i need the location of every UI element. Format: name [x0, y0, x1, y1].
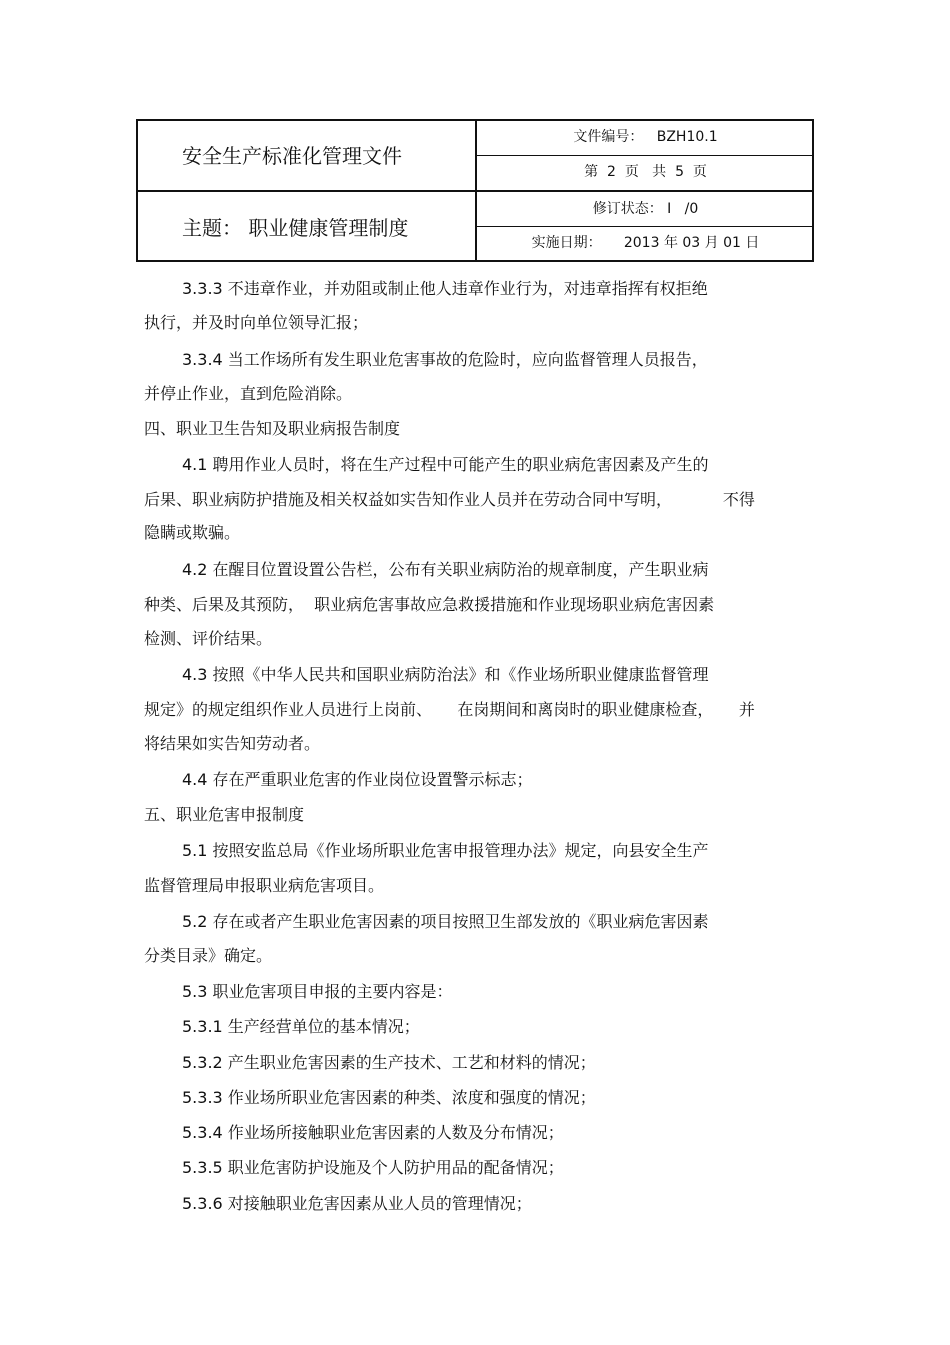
section-heading: 五、职业危害申报制度	[144, 805, 305, 824]
paragraph-line: 检测、评价结果。	[144, 629, 273, 648]
paragraph-line: 执行，并及时向单位领导汇报；	[144, 313, 369, 332]
paragraph-line: 规定》的规定组织作业人员进行上岗前、 在岗期间和离岗时的职业健康检查， 并	[144, 700, 755, 719]
paragraph-line: 分类目录》确定。	[144, 946, 273, 965]
paragraph-line: 5.1 按照安监总局《作业场所职业危害申报管理办法》规定，向县安全生产	[182, 841, 709, 860]
page-indicator: 第 2 页 共 5 页	[584, 164, 707, 180]
paragraph-line: 5.3 职业危害项目申报的主要内容是：	[182, 982, 453, 1001]
paragraph-line: 隐瞒或欺骗。	[144, 523, 241, 542]
table-divider-middle	[138, 190, 812, 192]
paragraph-line: 后果、职业病防护措施及相关权益如实告知作业人员并在劳动合同中写明， 不得	[144, 490, 755, 509]
revision-status: 修订状态： Ⅰ /0	[592, 201, 699, 217]
table-divider-right-top	[477, 155, 812, 156]
list-item: 5.3.2 产生职业危害因素的生产技术、工艺和材料的情况；	[182, 1053, 596, 1072]
document-title: 安全生产标准化管理文件	[182, 144, 402, 168]
paragraph-line: 4.1 聘用作业人员时，将在生产过程中可能产生的职业病危害因素及产生的	[182, 455, 709, 474]
paragraph-line: 并停止作业，直到危险消除。	[144, 384, 353, 403]
section-heading: 四、职业卫生告知及职业病报告制度	[144, 419, 401, 438]
implementation-date: 实施日期： 2013 年 03 月 01 日	[531, 235, 760, 251]
paragraph-line: 监督管理局申报职业病危害项目。	[144, 876, 385, 895]
paragraph-line: 将结果如实告知劳动者。	[144, 734, 321, 753]
paragraph-line: 5.2 存在或者产生职业危害因素的项目按照卫生部发放的《职业病危害因素	[182, 912, 709, 931]
list-item: 5.3.4 作业场所接触职业危害因素的人数及分布情况；	[182, 1123, 564, 1142]
list-item: 5.3.3 作业场所职业危害因素的种类、浓度和强度的情况；	[182, 1088, 596, 1107]
list-item: 5.3.6 对接触职业危害因素从业人员的管理情况；	[182, 1194, 532, 1213]
paragraph-line: 种类、后果及其预防， 职业病危害事故应急救援措施和作业现场职业病危害因素	[144, 595, 715, 614]
document-header-table	[136, 119, 814, 262]
table-divider-right-bottom	[477, 226, 812, 227]
paragraph-line: 3.3.3 不违章作业，并劝阻或制止他人违章作业行为，对违章指挥有权拒绝	[182, 279, 708, 298]
list-item: 5.3.5 职业危害防护设施及个人防护用品的配备情况；	[182, 1158, 564, 1177]
document-subject: 主题： 职业健康管理制度	[182, 216, 409, 240]
paragraph-line: 4.2 在醒目位置设置公告栏，公布有关职业病防治的规章制度，产生职业病	[182, 560, 709, 579]
paragraph-line: 4.4 存在严重职业危害的作业岗位设置警示标志；	[182, 770, 533, 789]
paragraph-line: 3.3.4 当工作场所有发生职业危害事故的危险时，应向监督管理人员报告，	[182, 350, 708, 369]
file-number: 文件编号： BZH10.1	[573, 129, 718, 145]
paragraph-line: 4.3 按照《中华人民共和国职业病防治法》和《作业场所职业健康监督管理	[182, 665, 709, 684]
list-item: 5.3.1 生产经营单位的基本情况；	[182, 1017, 420, 1036]
